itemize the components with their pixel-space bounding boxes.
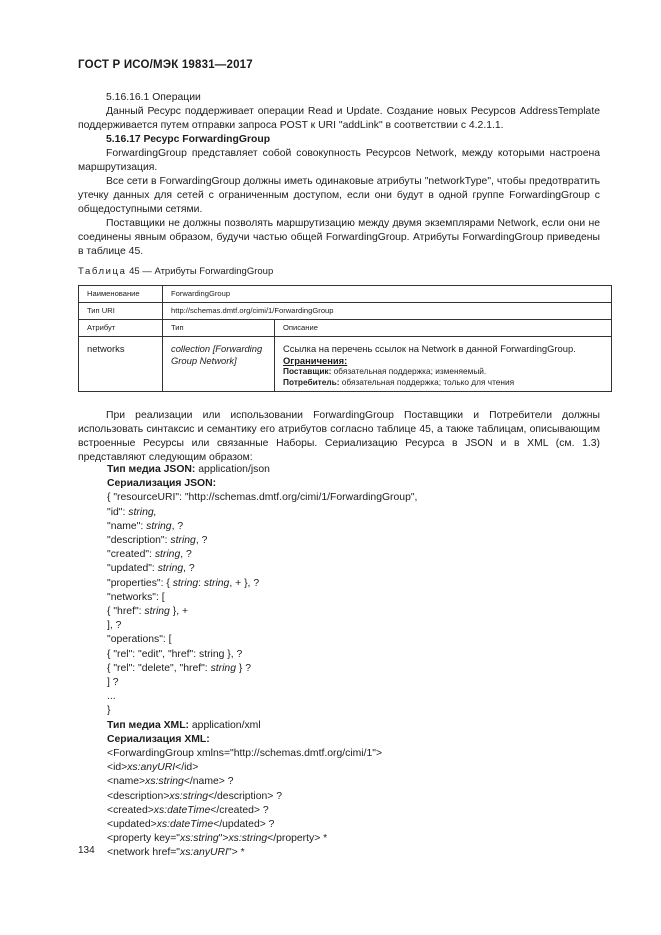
code-line: } — [107, 705, 111, 717]
provider-constraint: Поставщик: обязательная поддержка; изменяемый. — [283, 366, 487, 376]
code-line: <ForwardingGroup xmlns="http://schemas.dmtf.org/cimi/1"> — [107, 748, 383, 760]
caption-prefix: Таблица — [78, 266, 127, 277]
code-line: ] ? — [107, 677, 119, 689]
table-header-cell: Атрибут — [79, 320, 163, 337]
xml-media-type: Тип медиа XML: application/xml — [107, 719, 261, 731]
table-cell: networks — [79, 337, 163, 392]
table-header-cell: Описание — [275, 320, 612, 337]
table-cell: Тип URI — [79, 303, 163, 320]
section-heading: 5.16.17 Ресурс ForwardingGroup — [106, 134, 271, 145]
subsection-heading: 5.16.16.1 Операции — [106, 92, 201, 103]
code-line: { "rel": "edit", "href": string }, ? — [107, 648, 243, 660]
page-number: 134 — [78, 845, 95, 856]
table-cell: Наименование — [79, 286, 163, 303]
code-line: "created": string, ? — [107, 549, 192, 561]
paragraph: Все сети в ForwardingGroup должны иметь одинаковые атрибуты "networkType", чтобы предотвратить утечку данных для сетей с ограниченным доступом, если они будут в одной группе ForwardingGroup с общедоступными сетями. — [78, 176, 600, 215]
paragraph: Поставщики не должны позволять маршрутизацию между двумя экземплярами Network, если они не соединены явным образом, будучи частью общей ForwardingGroup. Атрибуты ForwardingGroup приведены в таблице 45. — [78, 218, 600, 257]
caption-text: 45 — Атрибуты ForwardingGroup — [126, 266, 274, 277]
table-cell: ForwardingGroup — [163, 286, 612, 303]
code-line: "operations": [ — [107, 634, 172, 646]
code-line: "description": string, ? — [107, 535, 208, 547]
paragraph: ForwardingGroup представляет собой совокупность Ресурсов Network, между которыми настроена маршрутизация. — [78, 148, 600, 173]
table-row — [79, 303, 612, 320]
table-cell-description — [275, 337, 612, 392]
code-line: <name>xs:string</name> ? — [107, 776, 234, 788]
table-cell: collection [Forwarding Group Network] — [163, 337, 275, 392]
code-line: "properties": { string: string, + }, ? — [107, 577, 260, 589]
consumer-constraint: Потребитель: обязательная поддержка; только для чтения — [283, 376, 515, 387]
json-media-type: Тип медиа JSON: application/json — [107, 464, 270, 475]
code-line: "name": string, ? — [107, 520, 184, 532]
json-serialization-label: Сериализация JSON: — [107, 478, 217, 490]
code-line: ], ? — [107, 620, 122, 632]
code-line: ... — [107, 691, 116, 703]
paragraph: При реализации или использовании ForwardingGroup Поставщики и Потребители должны использовать синтаксис и семантику его атрибутов согласно таблице 45, а также таблицам, описывающим встроенные Ресурсы или связанные Наборы. Сериализацию Ресурса в JSON и в XML (см. 1.3) представляют следующим образом: — [78, 410, 600, 463]
constraints-label: Ограничения: — [283, 354, 348, 366]
main-text — [78, 91, 600, 259]
table-row — [79, 337, 612, 392]
code-line: "networks": [ — [107, 591, 165, 603]
code-line: <updated>xs:dateTime</updated> ? — [107, 819, 275, 831]
xml-serialization-label: Сериализация XML: — [107, 733, 210, 745]
code-line: "updated": string, ? — [107, 563, 195, 575]
code-line: { "rel": "delete", "href": string } ? — [107, 662, 252, 674]
code-line: { "resourceURI": "http://schemas.dmtf.org/cimi/1/ForwardingGroup", — [107, 492, 418, 504]
code-line: <id>xs:anyURI</id> — [107, 762, 199, 774]
code-line: <description>xs:string</description> ? — [107, 790, 283, 802]
code-line: "id": string, — [107, 506, 157, 518]
code-line: <network href="xs:anyURI"> * — [107, 847, 245, 859]
description-text: Ссылка на перечень ссылок на Network в данной ForwardingGroup. — [283, 343, 576, 354]
table-header-row — [79, 320, 612, 337]
document-header: ГОСТ Р ИСО/МЭК 19831—2017 — [78, 59, 253, 71]
code-line: <property key="xs:string">xs:string</property> * — [107, 833, 328, 845]
code-line: <created>xs:dateTime</created> ? — [107, 804, 269, 816]
serialization-listing — [107, 463, 607, 861]
paragraph: Данный Ресурс поддерживает операции Read и Update. Создание новых Ресурсов AddressTemplate поддерживается путем отправки запроса POST к URI "addLink" в соответствии с 4.2.1.1. — [78, 106, 600, 131]
table-caption — [78, 265, 273, 279]
code-line: { "href": string }, + — [107, 606, 189, 618]
table-cell: http://schemas.dmtf.org/cimi/1/ForwardingGroup — [163, 303, 612, 320]
table-header-cell: Тип — [163, 320, 275, 337]
table-row — [79, 286, 612, 303]
attributes-table — [78, 285, 612, 392]
